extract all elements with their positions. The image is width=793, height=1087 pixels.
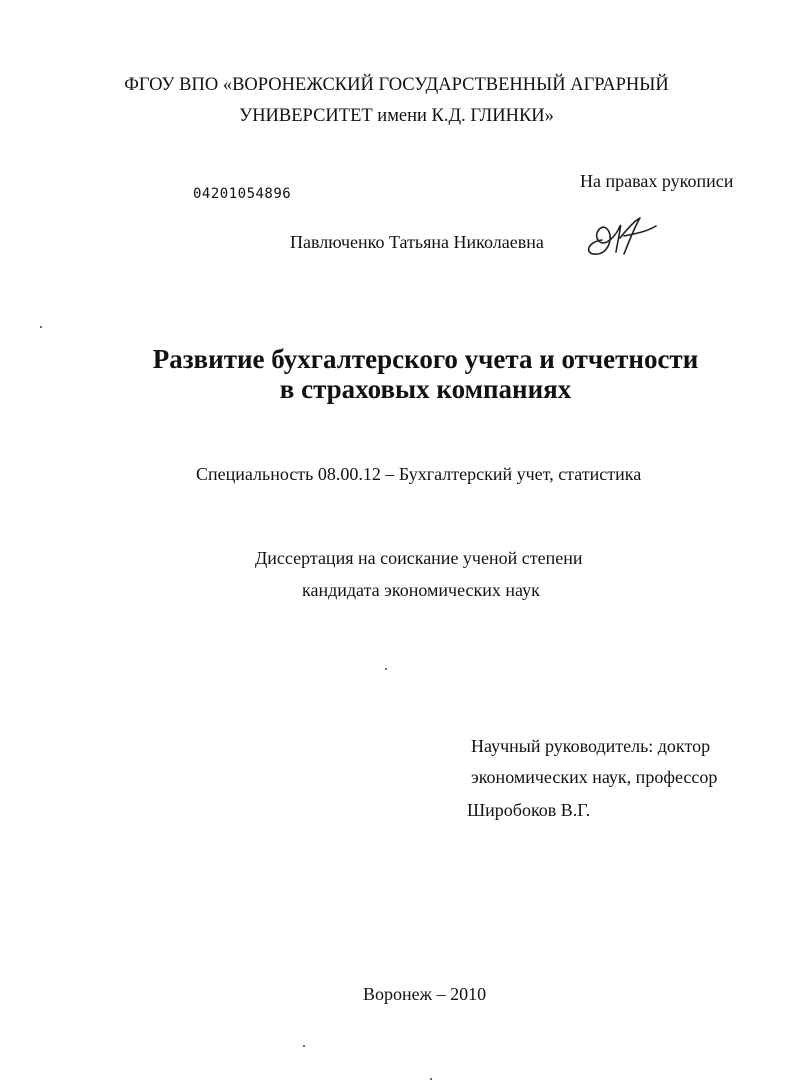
specialty: Специальность 08.00.12 – Бухгалтерский учет, статистика bbox=[196, 464, 642, 484]
org-name-line-2: УНИВЕРСИТЕТ имени К.Д. ГЛИНКИ» bbox=[239, 106, 554, 126]
manuscript-note: На правах рукописи bbox=[580, 171, 734, 191]
supervisor-line-1: Научный руководитель: доктор bbox=[471, 736, 711, 756]
dissertation-title-line-1: Развитие бухгалтерского учета и отчетности bbox=[152, 344, 699, 374]
scan-speck bbox=[40, 326, 42, 328]
city-year: Воронеж – 2010 bbox=[363, 984, 487, 1004]
scan-speck bbox=[303, 1045, 305, 1047]
supervisor-line-2: экономических наук, профессор bbox=[471, 767, 718, 787]
degree-line-2: кандидата экономических наук bbox=[302, 580, 540, 600]
catalog-number: 04201054896 bbox=[193, 186, 292, 202]
org-name-line-1: ФГОУ ВПО «ВОРОНЕЖСКИЙ ГОСУДАРСТВЕННЫЙ АГРАРНЫЙ bbox=[124, 75, 669, 95]
degree-line-1: Диссертация на соискание ученой степени bbox=[255, 548, 583, 568]
author-name: Павлюченко Татьяна Николаевна bbox=[290, 232, 544, 252]
signature-icon bbox=[580, 214, 658, 258]
scan-speck bbox=[385, 668, 387, 670]
scan-speck bbox=[430, 1078, 432, 1080]
supervisor-name: Широбоков В.Г. bbox=[467, 800, 591, 820]
dissertation-title-line-2: в страховых компаниях bbox=[279, 374, 572, 404]
